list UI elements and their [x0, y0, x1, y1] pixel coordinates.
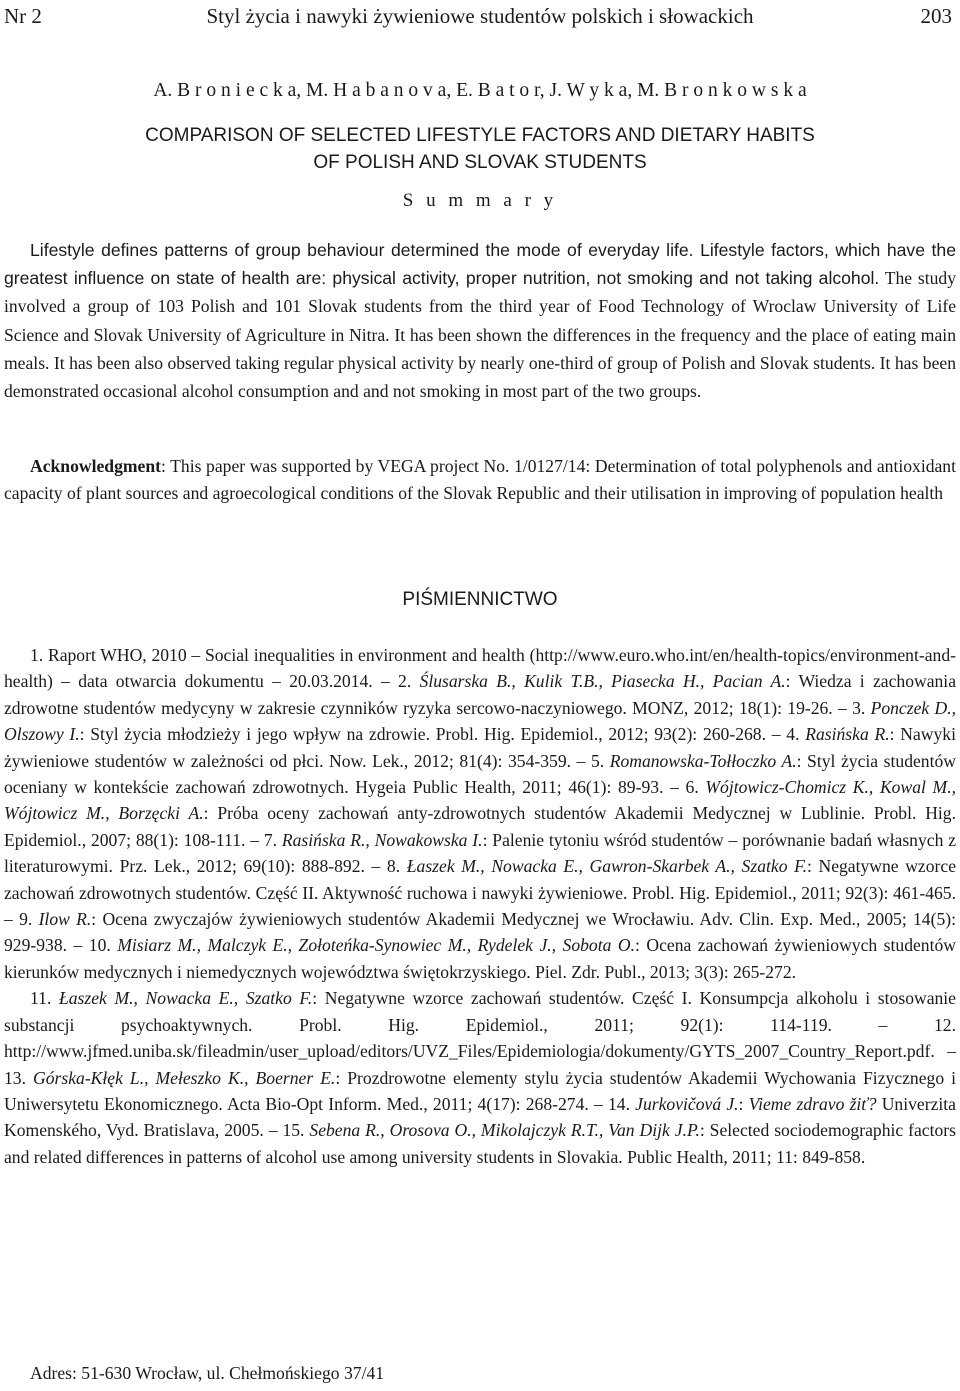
ref-14-title: Vieme zdravo žiť?	[748, 1093, 877, 1114]
ref-7-authors: Rasińska R., Nowakowska I.	[281, 829, 483, 850]
running-header	[0, 4, 960, 34]
ref-15-text: : Selected sociodemographic factors and related differences in patterns of alcohol use among university students in Slovakia. Public Health, 2011; 11: 849-858.	[4, 1120, 956, 1167]
ref-8-authors: Łaszek M., Nowacka E., Gawron-Skarbek A., Szatko F.	[406, 856, 807, 877]
acknowledgment-paragraph	[4, 453, 956, 507]
acknowledgment-label: Acknowledgment	[30, 456, 161, 476]
summary-heading: S u m m a r y	[402, 190, 558, 211]
ref-1: 1. Raport WHO, 2010 – Social inequalities in environment and health (http://www.euro.who.int/en/health-topics/environment-and-health) – data otwarcia dokumentu – 20.03.2014. – 2.	[4, 645, 956, 692]
ref-3-text: : Styl życia młodzieży i jego wpływ na zdrowie. Probl. Hig. Epidemiol., 2012; 93(2): 260-268. – 4.	[79, 724, 806, 745]
acknowledgment-text: : This paper was supported by VEGA project No. 1/0127/14: Determination of total polyphenols and antioxidant capacity of plant sources and agroecological conditions of the Slovak Republic and their utilisation in improving of population health	[4, 456, 956, 504]
ref-11-number: 11.	[30, 988, 59, 1009]
ref-5-text: : Styl życia studentów oceniany w kontekście zachowań zdrowotnych. Hygeia Public Health, 2011; 46(1): 89-93. – 6.	[4, 750, 956, 798]
ref-5-authors: Romanowska-Tołłoczko A.	[609, 750, 797, 771]
references-paragraph-2	[4, 985, 956, 1170]
ref-11-text: : Negatywne wzorce zachowań studentów. Część I. Konsumpcja alkoholu i stosowanie substancji psychoaktywnych. Probl. Hig. Epidemiol., 2011; 92(1): 114-119. – 12. http://www.jfmed.uniba.sk/fileadmin/user_upload/editors/UVZ_Files/Epidemiologia/dokumenty/GYTS_2007_Country_Report.pdf. – 13.	[4, 988, 956, 1088]
ref-4-text: : Nawyki żywieniowe studentów w zależności od płci. Now. Lek., 2012; 81(4): 354-359. – 5.	[4, 724, 956, 771]
title-line-1: COMPARISON OF SELECTED LIFESTYLE FACTORS AND DIETARY HABITS	[145, 125, 815, 146]
references-heading: PIŚMIENNICTWO	[402, 589, 558, 610]
ref-2-authors: Ślusarska B., Kulik T.B., Piasecka H., Pacian A.	[419, 671, 786, 692]
ref-9-authors: Ilow R.	[38, 909, 92, 930]
ref-7-text: : Palenie tytoniu wśród studentów – porównanie badań własnych z literaturowymi. Prz. Lek., 2012; 69(10): 888-892. – 8.	[4, 829, 957, 877]
ref-14-authors: Jurkovičová J.	[635, 1093, 739, 1114]
abstract-sentence-serif: The study involved a group of 103 Polish and 101 Slovak students from the third year of Food Technology of Wroclaw University of Life Science and Slovak University of Agriculture in Nitra. It has been shown the differences in the frequency and the place of eating main meals. It has been also observed taking regular physical activity by nearly one-third of group of Polish and Slovak students. It has been demonstrated occasional alcohol consumption and and not smoking in most part of the two groups.	[4, 268, 956, 402]
ref-8-text: : Negatywne wzorce zachowań zdrowotnych studentów. Część II. Aktywność ruchowa i nawyki żywieniowe. Probl. Hig. Epidemiol., 2011; 92(3): 461-465. – 9.	[4, 856, 956, 930]
ref-11-authors: Łaszek M., Nowacka E., Szatko F.	[58, 988, 313, 1009]
issue-number: Nr 2	[4, 4, 42, 28]
ref-13-text: : Prozdrowotne elementy stylu życia studentów Akademii Wychowania Fizycznego i Uniwersytetu Ekonomicznego. Acta Bio-Opt Inform. Med., 2011; 4(17): 268-274. – 14.	[4, 1067, 957, 1114]
references-list	[4, 642, 956, 1170]
title-line-2: OF POLISH AND SLOVAK STUDENTS	[313, 152, 647, 173]
ref-9-text: : Ocena zwyczajów żywieniowych studentów Akademii Medycznej we Wrocławiu. Adv. Clin. Exp. Med., 2005; 14(5): 929-938. – 10.	[4, 909, 956, 956]
ref-2-text: : Wiedza i zachowania zdrowotne studentów medycyny w zakresie czynników ryzyka sercowo-naczyniowego. MONZ, 2012; 18(1): 19-26. – 3.	[4, 671, 957, 718]
ref-14-colon: :	[738, 1093, 749, 1114]
address-line: Adres: 51-630 Wrocław, ul. Chełmońskiego 37/41	[30, 1363, 385, 1383]
ref-14-text: Univerzita Komenského, Vyd. Bratislava, 2005. – 15.	[4, 1093, 956, 1141]
ref-3-authors: Ponczek D., Olszowy I.	[4, 697, 957, 745]
ref-4-authors: Rasińska R.	[805, 724, 890, 745]
running-title: Styl życia i nawyki żywieniowe studentów polskich i słowackich	[206, 4, 754, 28]
abstract-paragraph	[4, 237, 956, 406]
ref-15-authors: Sebena R., Orosova O., Mikolajczyk R.T., Van Dijk J.P.	[309, 1120, 700, 1141]
abstract-sentence-sans: Lifestyle defines patterns of group behaviour determined the mode of everyday life. Lifestyle factors, which have the greatest influence on state of health are: physical activity, proper nutrition, not smoking and not taking alcohol.	[4, 240, 956, 289]
ref-6-text: : Próba oceny zachowań anty-zdrowotnych studentów Akademii Medycznej w Lublinie. Probl. Hig. Epidemiol., 2007; 88(1): 108-111. – 7.	[4, 803, 956, 850]
ref-10-authors: Misiarz M., Malczyk E., Zołoteńka-Synowiec M., Rydelek J., Sobota O.	[117, 935, 635, 956]
authors-line: A. B r o n i e c k a, M. H a b a n o v a, E. B a t o r, J. W y k a, M. B r o n k o w s k a	[153, 80, 807, 101]
abstract	[4, 237, 956, 406]
ref-10-text: : Ocena zachowań żywieniowych studentów kierunków medycznych i niemedycznych województwa świętokrzyskiego. Piel. Zdr. Publ., 2013; 3(3): 265-272.	[4, 935, 956, 982]
article-title	[0, 122, 960, 176]
page-number: 203	[920, 4, 952, 28]
ref-6-authors: Wójtowicz-Chomicz K., Kowal M., Wójtowicz M., Borzęcki A.	[4, 777, 956, 824]
references-paragraph-1	[4, 642, 956, 985]
acknowledgment	[4, 453, 956, 507]
ref-13-authors: Górska-Kłęk L., Mełeszko K., Boerner E.	[33, 1067, 336, 1088]
